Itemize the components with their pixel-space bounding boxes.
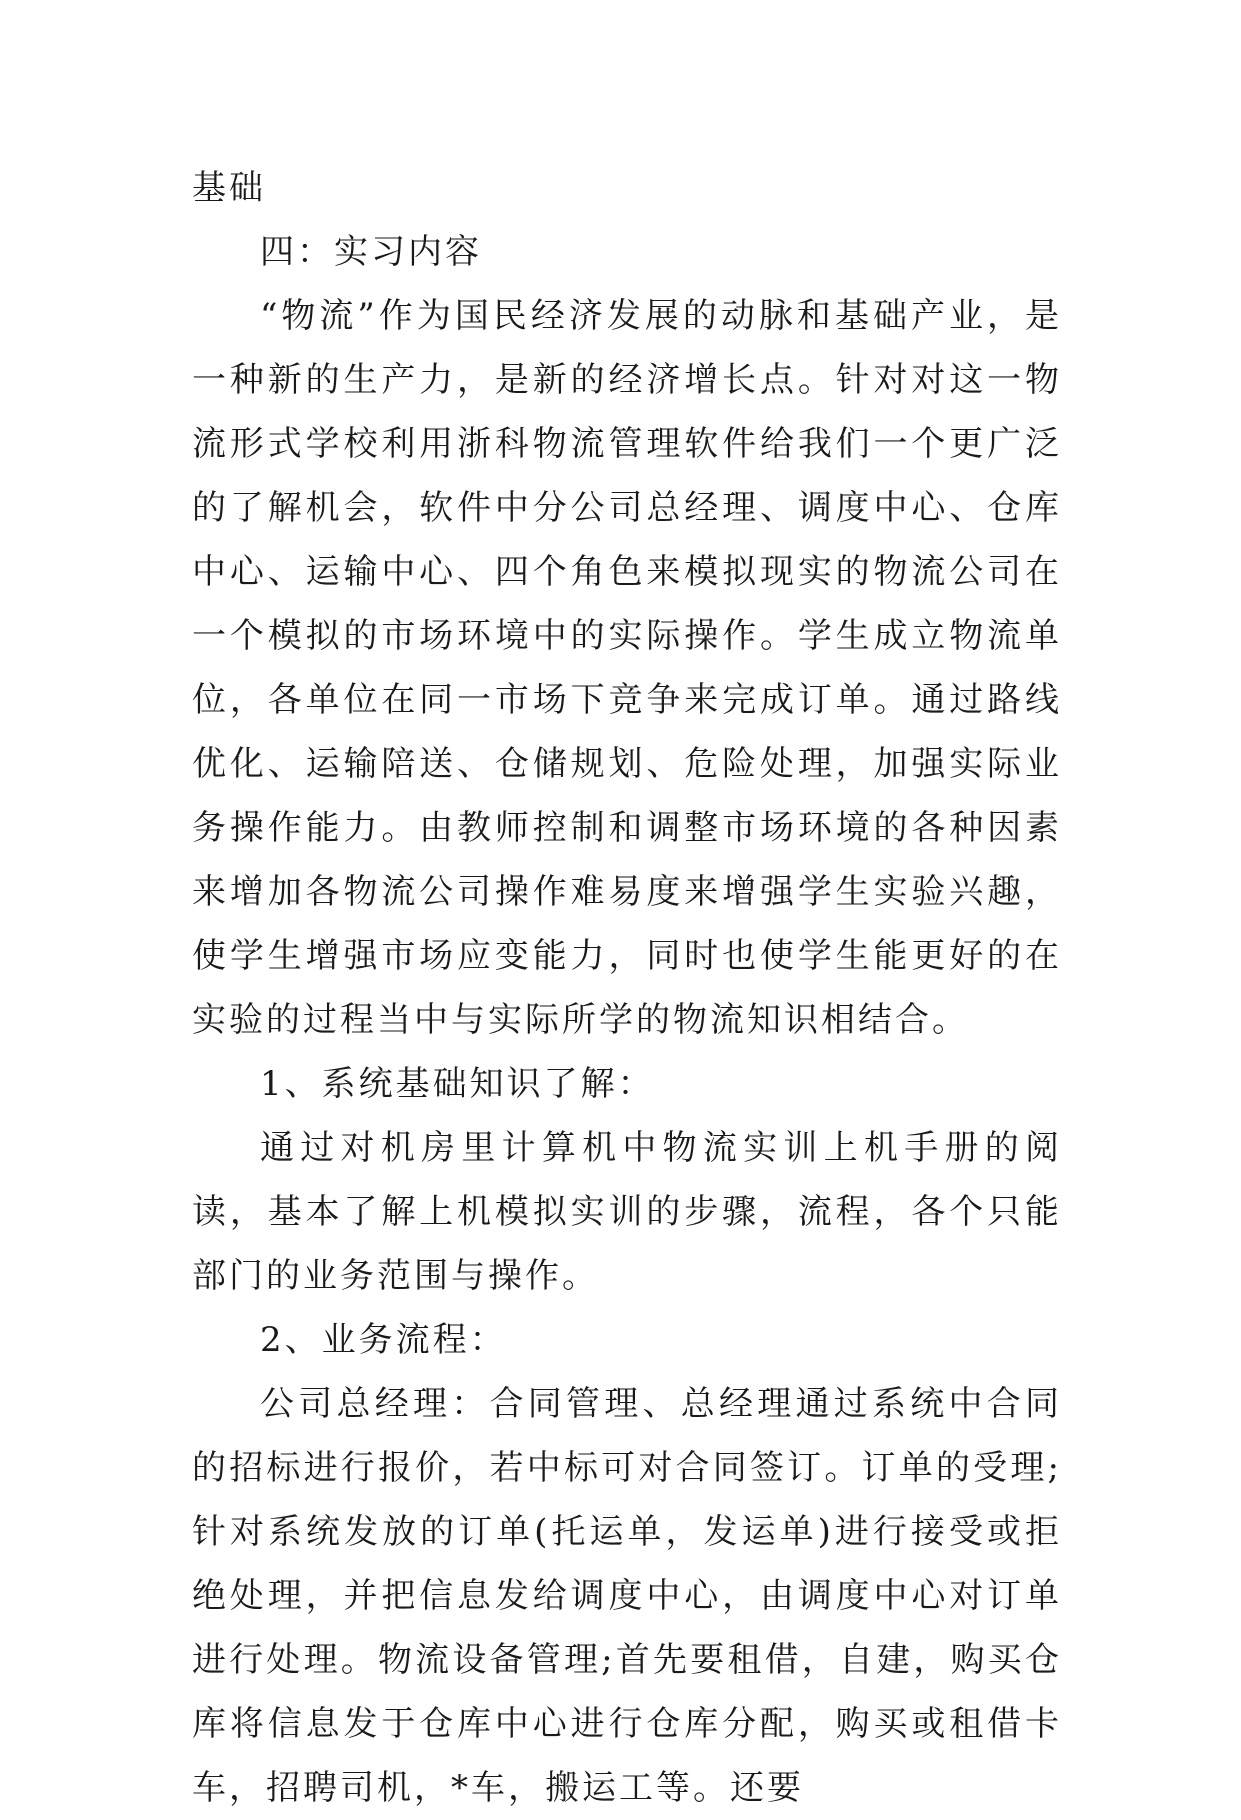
paragraph-continuation: 基础 (192, 168, 266, 208)
section-heading-internship-content: 四：实习内容 (260, 232, 482, 272)
subheading-system-basics: 1、系统基础知识了解： (260, 1064, 655, 1104)
paragraph-logistics-intro: “物流”作为国民经济发展的动脉和基础产业，是一种新的生产力，是新的经济增长点。针对对这一物流形式学校利用浙科物流管理软件给我们一个更广泛的了解机会，软件中分公司总经理、调度中心、仓库中心、运输中心、四个角色来模拟现实的物流公司在一个模拟的市场环境中的实际操作。学生成立物流单位，各单位在同一市场下竞争来完成订单。通过路线优化、运输陪送、仓储规划、危险处理，加强实际业务操作能力。由教师控制和调整市场环境的各种因素来增加各物流公司操作难易度来增强学生实验兴趣，使学生增强市场应变能力，同时也使学生能更好的在实验的过程当中与实际所学的物流知识相结合。 (192, 296, 1062, 1040)
paragraph-business-process: 公司总经理：合同管理、总经理通过系统中合同的招标进行报价，若中标可对合同签订。订单的受理;针对系统发放的订单(托运单，发运单)进行接受或拒绝处理，并把信息发给调度中心，由调度中心对订单进行处理。物流设备管理;首先要租借，自建，购买仓库将信息发于仓库中心进行仓库分配，购买或租借卡车，招聘司机，*车，搬运工等。还要 (192, 1384, 1062, 1808)
document-body (192, 156, 1062, 1820)
subheading-business-process: 2、业务流程： (260, 1320, 507, 1360)
paragraph-system-basics: 通过对机房里计算机中物流实训上机手册的阅读，基本了解上机模拟实训的步骤，流程，各个只能部门的业务范围与操作。 (192, 1128, 1062, 1296)
